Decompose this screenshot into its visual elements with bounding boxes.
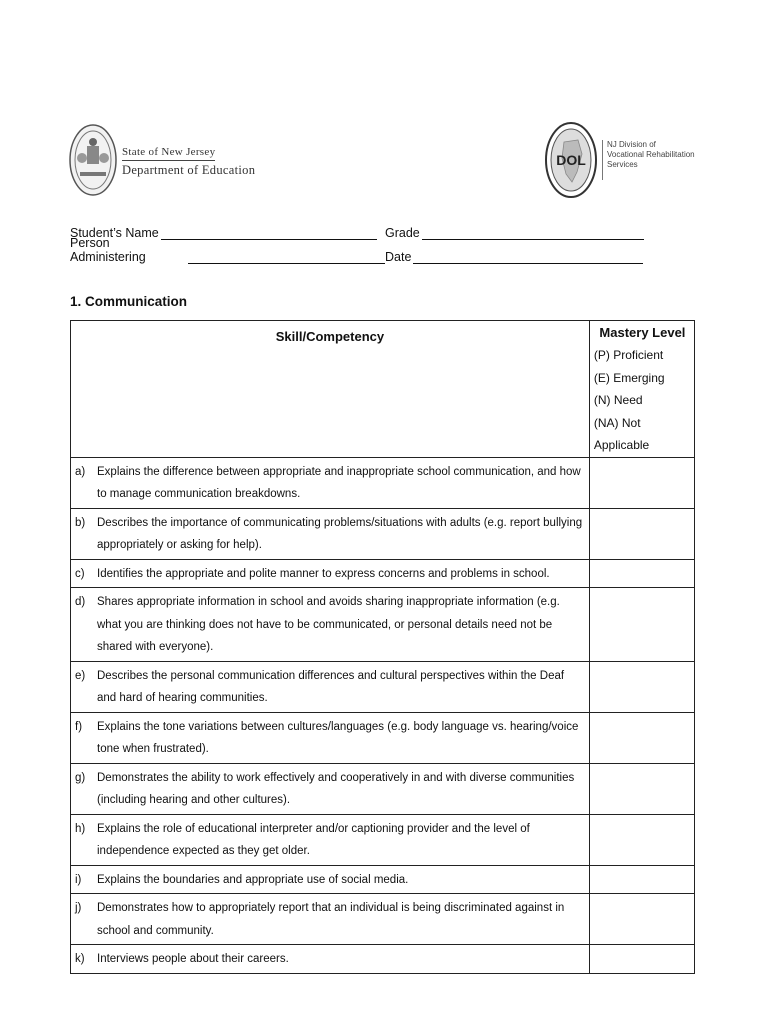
department-of-education: Department of Education: [122, 163, 256, 177]
mastery-option: (N) Need: [593, 393, 643, 407]
skill-text: Identifies the appropriate and polite manner to express concerns and problems in school.: [97, 567, 550, 580]
skill-letter: a): [75, 465, 86, 478]
grade-field[interactable]: [422, 227, 644, 240]
skill-header: Skill/Competency: [71, 321, 590, 458]
skill-text: Interviews people about their careers.: [97, 953, 289, 965]
table-row: [71, 763, 695, 814]
table-row: [71, 712, 695, 763]
table-row: [71, 945, 695, 974]
skill-letter: d): [75, 596, 86, 608]
skill-letter: f): [75, 720, 83, 733]
skill-letter: e): [75, 669, 86, 682]
mastery-header: [589, 321, 694, 458]
table-row: [71, 559, 695, 588]
mastery-title: Mastery Level: [599, 325, 686, 340]
mastery-input-cell[interactable]: [589, 712, 694, 763]
table-row: [71, 894, 695, 945]
mastery-input-cell[interactable]: [589, 945, 694, 974]
dol-seal-text: DOL: [556, 152, 586, 168]
mastery-input-cell[interactable]: [589, 457, 694, 508]
dol-agency-name: NJ Division of Vocational Rehabilitation Services: [602, 140, 695, 180]
state-of-new-jersey: State of New Jersey: [122, 146, 215, 161]
grade-label: Grade: [385, 226, 420, 240]
mastery-option: (E) Emerging: [593, 370, 665, 385]
table-row: [71, 588, 695, 662]
mastery-option: (NA) Not Applicable: [593, 415, 650, 452]
skill-text: Explains the difference between appropriate and inappropriate school communication, and how to manage communication breakdowns.: [97, 465, 581, 500]
skill-text: Demonstrates the ability to work effectively and cooperatively in and with diverse communities (including hearing and other cultures).: [97, 771, 575, 806]
table-row: [71, 661, 695, 712]
skill-text: Describes the importance of communicating problems/situations with adults (e.g. report bullying appropriately or asking for help).: [97, 516, 583, 551]
date-label: Date: [385, 250, 412, 264]
student-info-fields: [70, 216, 710, 264]
date-field[interactable]: [413, 251, 643, 264]
skill-letter: i): [75, 873, 82, 886]
mastery-input-cell[interactable]: [589, 814, 694, 865]
skill-letter: b): [75, 516, 86, 529]
skill-text: Explains the tone variations between cultures/languages (e.g. body language vs. hearing/voice tone when frustrated).: [97, 720, 579, 755]
section-title: 1. Communication: [70, 294, 188, 309]
mastery-input-cell[interactable]: [589, 661, 694, 712]
table-row: [71, 457, 695, 508]
dol-seal-icon: [544, 120, 598, 200]
dol-logo: [544, 120, 695, 200]
skill-text: Shares appropriate information in school and avoids sharing inappropriate information (e.g. what you are thinking does not have to be communicated, or personal details need not be shared with everyone).: [97, 596, 560, 653]
skill-text: Explains the role of educational interpreter and/or captioning provider and the level of independence expected as they get older.: [97, 822, 530, 857]
table-row: [71, 814, 695, 865]
skill-letter: c): [75, 567, 85, 580]
student-name-label: Student’s Name: [70, 226, 159, 240]
mastery-input-cell[interactable]: [589, 559, 694, 588]
skills-table: [70, 320, 695, 974]
skill-letter: k): [75, 953, 85, 965]
mastery-option: (P) Proficient: [593, 348, 664, 362]
mastery-input-cell[interactable]: [589, 894, 694, 945]
table-row: [71, 865, 695, 894]
mastery-input-cell[interactable]: [589, 588, 694, 662]
person-administering-label: Person Administering: [70, 236, 146, 264]
mastery-input-cell[interactable]: [589, 763, 694, 814]
mastery-input-cell[interactable]: [589, 865, 694, 894]
skill-text: Demonstrates how to appropriately report that an individual is being discriminated against in school and community.: [97, 902, 565, 937]
nj-state-seal-icon: [68, 122, 118, 198]
nj-doe-logo: [68, 122, 255, 198]
mastery-input-cell[interactable]: [589, 508, 694, 559]
skill-letter: h): [75, 822, 86, 835]
person-administering-field[interactable]: [188, 251, 385, 264]
skill-text: Explains the boundaries and appropriate use of social media.: [97, 873, 409, 886]
skill-text: Describes the personal communication differences and cultural perspectives within the Deaf and hard of hearing communities.: [97, 669, 565, 704]
skill-letter: g): [75, 771, 86, 784]
skill-letter: j): [75, 902, 82, 914]
table-row: [71, 508, 695, 559]
